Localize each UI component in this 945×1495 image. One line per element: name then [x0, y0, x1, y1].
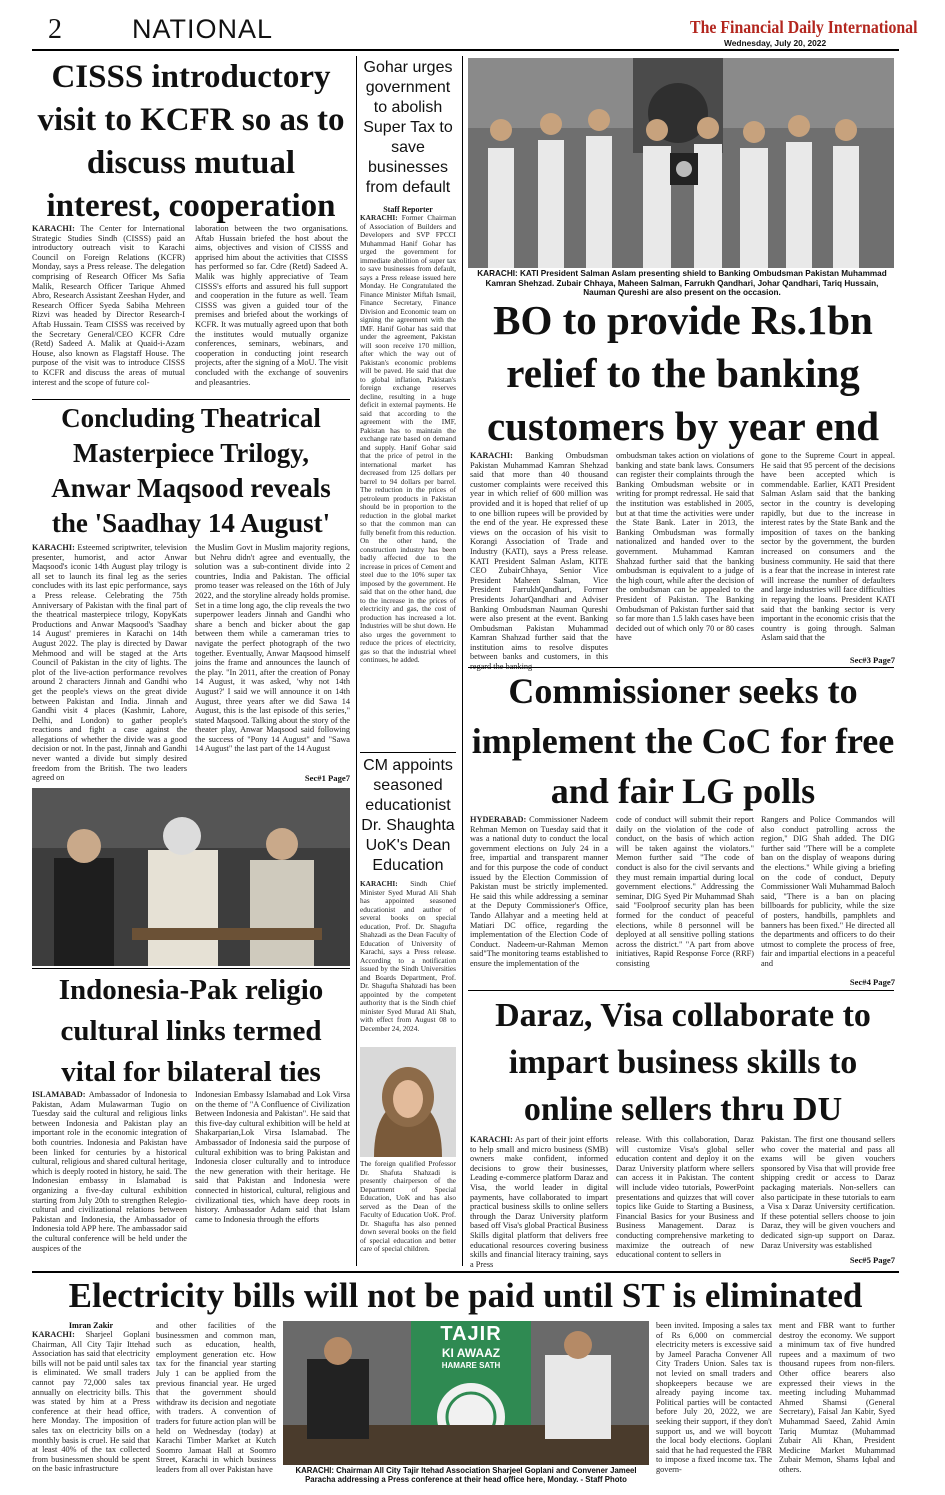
cm-headline: CM appoints seasoned educationist Dr. Shaughta UoK's Dean Education — [361, 757, 455, 874]
commissioner-headline: Commissioner seeks to implement the CoC for free and fair LG polls — [471, 671, 895, 811]
cm-caption: The foreign qualified Professor Dr. Shafuta Shahzadi is presently chairperson of the Department of Special Education, UoK and has also served as the Dean of the Faculty of Education UoK. Prof. Dr. Shagufta has also penned down several books on the field of special education and better care of special children. — [360, 1159, 456, 1253]
electricity-col-2 — [156, 1321, 276, 1488]
cisss-text-2: laboration between the two organisations. Aftab Hussain briefed the host about the aims, objectives and vision of CISSS and apprised him about the activities that CISSS has performed so far. Cdre (Retd) Sadeed A. Malik was highly appreciative of Team CISSS's efforts and assured his full support and cooperation in the future as well. Team CISSS was given a guided tour of the premises and briefed about the workings of KCFR. It was mutually agreed upon that both the institutes would mutually organize conferences, seminars, webinars, and cooperation in conducting joint research projects, after the signing of a MoU. The visit concluded with the exchange of souvenirs and pleasantries. — [195, 224, 348, 387]
section-title: NATIONAL — [132, 14, 274, 44]
daraz-headline: Daraz, Visa collaborate to impart business skills to online sellers thru DU — [495, 997, 871, 1128]
daraz-col-2 — [616, 1135, 754, 1266]
rule-cisss — [32, 399, 350, 400]
page-number: 2 — [48, 14, 62, 45]
electricity-text-2: and other facilities of the businessmen and common man, such as education, health, employment generation etc. How tax for the financial year starting July 1 can be applied from the previous financial year. He urged that the government should withdraw its decision and negotiate with traders. A convention of traders for future action plan will be held on Wednesday (today) at Karachi Timber Market at Kutch Soomro Jamaat Hall at Soomro Street, Karachi in which business leaders from all over Pakistan have — [156, 1321, 276, 1474]
bo-dateline: KARACHI: — [470, 451, 513, 460]
daraz-text-2: release. With this collaboration, Daraz will customize Visa's global seller education content and deploy it on the Daraz University platform where sellers can access it in Pakistan. The content will include video tutorials, PowerPoint presentations and quizzes that will cover topics like Guide to Starting a Business, Financial Basics for your Business and Business Management. Daraz is conducting comprehensive marketing to maximize the outreach of new educational content to sellers in — [616, 1135, 754, 1260]
gohar-byline: Staff Reporter — [383, 205, 433, 214]
theatre-text-1: Esteemed scriptwriter, television presenter, humorist, and actor Anwar Maqsood's iconic 14th August play trilogy is all set to launch its final leg as the series concludes with its last epic performance, says a Press release. Celebrating the 75th Anniversary of Pakistan with the final part of the theatrical masterpiece trilogy, KopyKats Productions and Anwar Maqsood's 'Saadhay 14 August' premieres in Karachi on 14th August 2022. The play is directed by Dawar Mehmood and will be staged at the Arts Council of Pakistan in the city of lights. The plot of the live-action performance revolves around 2 characters Jinnah and Gandhi who get the people's views on the great divide between Pakistan and India. Jinnah and Gandhi visit 4 places (Kashmir, Lahore, Delhi, and London) to gather people's reactions and fight a case against the allegations of whether the divide was a good decision or not. In the past, Jinnah and Gandhi never wanted a divide but simply desired freedom from the British. The two leaders agreed on — [32, 543, 187, 783]
daraz-text-3: Pakistan. The first one thousand sellers who cover the material and pass all exams will be given vouchers sponsored by Visa that will provide free shipping credit or access to Daraz packaging materials. Non-sellers can also participate in these tutorials to earn a Visa x Daraz University certification. If these potential sellers choose to join Daraz, they will be given vouchers and dedicated sign-up support on Daraz. Daraz University was established — [761, 1135, 895, 1250]
cisss-dateline: KARACHI: — [32, 224, 75, 233]
bo-text-2: ombudsman takes action on violations of banking and state bank laws. Consumers can register their complaints through the Banking Ombudsman website or in writing for prompt redressal. He said that the institution was established in 2005, but at that time the activities were under the State Bank. Later in 2013, the Banking Ombudsman was formally nationalized and handed over to the government. Muhammad Kamran Shahzad further said that the banking ombudsman is equivalent to a judge of the high court, while after the decision of the ombudsman can be appealed to the President of Pakistan. The Banking Ombudsman of Pakistan further said that so far more than 1.5 lakh cases have been decided out of which only 70 or 80 cases have — [616, 451, 754, 643]
electricity-banner-line-2: KI AWAAZ — [441, 1346, 501, 1360]
bo-text-1: Banking Ombudsman Pakistan Muhammad Kamran Shehzad said that more than 40 thousand customer complaints were received this year in which relief of 600 million was provided and it is hoped that relief of up to one billion rupees will be provided by the end of the year. He expressed these views on the occasion of his visit to Korangi Association of Trade and Industry (KATI), says a Press release. KATI President Salman Aslam, KITE CEO ZubairChhaya, Senior Vice President Maheen Salman, Vice President FarrukhQandhari, Former Presidents JoharQandhari and Adviser Banking Ombudsman Nauman Qureshi were also present at the event. Banking Ombudsman Pakistan Muhammad Kamran Shahzad further said that the institution aims to resolve disputes between banks and customers, in this — [470, 451, 609, 662]
electricity-banner-line-1: TAJIR — [440, 1323, 502, 1345]
electricity-headline: Electricity bills will not be paid until ST is eliminated — [68, 1276, 863, 1315]
kati-caption: KARACHI: KATI President Salman Aslam presenting shield to Banking Ombudsman Pakistan Muhammad Kamran Shehzad. Zubair Chhaya, Maheen Salman, Farrukh Qandhari, Johar Qandhari, Tariq Hussain, Nauman Qureshi are also present on the occasion. — [477, 269, 887, 298]
electricity-byline: Imran Zakir — [68, 1321, 114, 1330]
gohar-col — [360, 214, 456, 748]
cm-photo — [360, 1047, 456, 1157]
electricity-banner-line-3: HAMARE SATH — [441, 1361, 501, 1370]
commissioner-text-3: Rangers and Police Commandos will also conduct patrolling across the region," DIG Shah added. The DIG further said "There will be a complete ban on the display of weapons during the elections." While giving a briefing on the code of conduct, Deputy Commissioner Wali Muhammad Baloch said, "There is a ban on placing billboards for publicity, while the size of posters, handbills, pamphlets and banners has been fixed." He directed all the departments and officers to do their utmost to complete the process of free, fair and impartial elections in a peaceful and — [761, 815, 895, 968]
indonesia-col-2 — [195, 1090, 350, 1266]
daraz-text-1: As part of their joint efforts to help small and micro business (SMB) owners make confident, informed decisions to grow their businesses, Leading e-commerce platform Daraz and Visa, the world leader in digital payments, have collaborated to impart practical business skills to online sellers through the Daraz University platform based off Visa's global Practical Business Skills digital platform that delivers free educational resources covering business skills and financial literacy training, says a Press — [470, 1135, 608, 1269]
rule-v-right — [462, 56, 463, 1266]
electricity-text-3: been invited. Imposing a sales tax of Rs 6,000 on commercial electricity meters is excessive said by Jameel Paracha Convener All City Traders Union. Sales tax is not levied on small traders and shopkeepers because we are already paying income tax. Political parties will be contacted before July 20, 2022, we are seeking their support, if they don't support us, and we will boycott the local body elections. Goplani said that he had requested the FBR to impose a fixed income tax. The govern- — [656, 1321, 772, 1474]
commissioner-text-2: code of conduct will submit their report daily on the violation of the code of conduct, on the basis of which action will be taken against the violators." Memon further said "The code of conduct is also for the civil servants and they must remain impartial during local government elections." Addressing the seminar, DIG Syed Pir Muhammad Shah said "Foolproof security plan has been formed for the conduct of peaceful elections, while 8 personnel will be deployed at all sensitive polling stations across the district." "A part from above initiatives, Rapid Response Force (RRF) consisting — [616, 815, 754, 968]
bo-continuation: Sec#3 Page7 — [849, 655, 895, 665]
electricity-col-1 — [32, 1330, 150, 1488]
theatre-text-2: the Muslim Govt in Muslim majority regions, but Nehru didn't agree and eventually, the solution was a sub-continent divide into 2 countries, India and Pakistan. The official promo teaser was released on the 16th of July 2022, and the storyline already holds promise. Set in a time long ago, the clip reveals the two superpower leaders Jinnah and Gandhi who share a bench and bicker about the gap between them while a cameraman tries to navigate the perfect photograph of the two together. Eventually, Anwar Maqsood himself joins the frame and announces the launch of the play. "In 2011, after the creation of Ponay 14 August, it was asked, 'why not 14th August?' I said we will announce it on 14th August, three years after we did Sawa 14 August, this is the last episode of this series," stated Maqsood. Talking about the story of the theater play, Anwar Maqsood said following the success of "Pony 14 August" and "Sawa 14 August" the last part of the 14 August — [195, 543, 350, 754]
commissioner-col-3 — [761, 815, 895, 977]
rule-v-left — [356, 56, 357, 1266]
electricity-photo — [283, 1321, 649, 1465]
electricity-col-3 — [656, 1321, 772, 1488]
cm-text: Sindh Chief Minister Syed Murad Ali Shah has appointed seasoned educationist and author of several books on special education, Prof. Dr. Shagufta Shahzadi as the Dean Faculty of Education of University of Karachi, says a Press release. According to a notification issued by the Sindh Universities and Boards Department, Prof. Dr. Shagufta Shahzadi has been appointed by the competent authority that is the Sindh chief minister Syed Murad Ali Shah, with effect from August 08 to December 24, 2024. — [360, 879, 456, 1033]
gohar-text: Former Chairman of Association of Builders and Developers and SVP FPCCI Muhammad Hanif Gohar has urged the government for immediate abolition of super tax to save businesses from default, says a Press release issued here Monday. He Congratulated the Finance Minister Miftah Ismail, Finance Secretary, Finance Division and Economic team on signing the agreement with the IMF. Hanif Gohar has said that under the agreement, Pakistan will soon receive 170 million, after which the way out of Pakistan's economic problems will be paved. He said that due to global inflation, Pakistan's foreign exchange reserves decline, resulting in a huge deficit in external payments. He said that according to the agreement with the IMF, Pakistan has to maintain the exchange rate based on demand and supply. Hanif Gohar said that the price of petrol in the international market has decreased from 125 dollars per barrel to 94 dollars per barrel. The reduction in the prices of petroleum products in Pakistan should be in proportion to the reduction in the global market so that the common man can fully benefit from this reduction. On the other hand, the construction industry has been badly affected due to the increase in prices of Cement and steel due to the 10% super tax imposed by the government. He said that on the other hand, due to the increase in the prices of electricity and gas, the cost of production has increased a lot. Industries will be shut down. He also urges the government to reduce the prices of electricity, gas so that the industrial wheel continues, he added. — [360, 213, 456, 664]
bo-col-3 — [761, 451, 895, 655]
gohar-dateline: KARACHI: — [360, 213, 398, 222]
issue-date: Wednesday, July 20, 2022 — [724, 38, 827, 48]
indonesia-dateline: ISLAMABAD: — [32, 1090, 86, 1099]
rule-gohar — [360, 752, 456, 753]
bo-col-2 — [616, 451, 754, 664]
paper-name: The Financial Daily International — [690, 17, 918, 37]
theatre-continuation: Sec#1 Page7 — [304, 773, 350, 783]
electricity-caption: KARACHI: Chairman All City Tajir Itehad Association Sharjeel Goplani and Convener Jameel Paracha addressing a Press conference at their head office here, Monday. - Staff Photo — [295, 1466, 637, 1485]
cisss-text-1: The Center for International Strategic Studies Sindh (CISSS) paid an introductory outreach visit to Karachi Council on Foreign Relations (KCFR) Monday, says a Press release. The delegation comprising of Research Officer Ms Safia Malik, Research Officer Tarique Ahmed Abro, Research Assistant Zeeshan Hyder, and Research Officer Syeda Sabiha Mehreen Rizvi was headed by Director Research-I Aftab Hussain. Team CISSS was received by the Secretary General/CEO KCFR Cdre (Retd) Sadeed A. Malik at Quaid-i-Azam House, also known as Flagstaff House. The purpose of the visit was to introduce CISSS to KCFR and discuss the areas of mutual interest and the scope of future col- — [32, 224, 185, 387]
cm-dateline: KARACHI: — [360, 879, 398, 888]
cm-photo-image — [360, 1047, 456, 1157]
indonesia-text-2: Indonesian Embassy Islamabad and Lok Virsa on the theme of "A Confluence of Civilization Between Indonesia and Pakistan". He said that this five-day cultural exhibition will be held at Shakarparian,Lok Virsa Islamabad. The Ambassador of Indonesia said the purpose of cultural exhibition was to bring Pakistan and Indonesia closer culturally and to introduce the new generation with their heritage. He said that Pakistan and Indonesia were connected in historical, cultural, religious and civilizational ties, which have deep roots in history. Ambassador Adam said that Islam came to Indonesia through the efforts — [195, 1090, 350, 1224]
indonesia-col-1 — [32, 1090, 187, 1266]
commissioner-continuation: Sec#4 Page7 — [849, 977, 895, 987]
daraz-col-1 — [470, 1135, 608, 1269]
electricity-col-4 — [779, 1321, 895, 1488]
commissioner-dateline: HYDERABAD: — [470, 815, 527, 824]
cisss-col-1 — [32, 224, 185, 396]
daraz-dateline: KARACHI: — [470, 1135, 513, 1144]
indonesia-headline: Indonesia-Pak religio cultural links termed vital for bilateral ties — [58, 974, 324, 1088]
commissioner-col-1 — [470, 815, 608, 987]
theatre-dateline: KARACHI: — [32, 543, 75, 552]
cisss-col-2 — [195, 224, 348, 396]
theatre-photo-image — [32, 788, 350, 966]
rule-theatre — [32, 968, 350, 969]
daraz-continuation: Sec#5 Page7 — [849, 1255, 895, 1265]
theatre-col-2 — [195, 543, 350, 773]
rule-commissioner — [468, 990, 894, 991]
commissioner-text-1: Commissioner Nadeem Rehman Memon on Tuesday said that it was a national duty to conduct the local government elections on July 24 in a free, impartial and transparent manner and for this purpose the code of conduct issued by the Election Commission of Pakistan must be strictly implemented. He said this while addressing a seminar at the Deputy Commissioner's Office, Tando Allahyar and a meeting held at Matiari DC office, regarding the implementation of the Election Code of Conduct. Nadeem-ur-Rahman Memon said"The monitoring teams established to ensure the implementation of the — [470, 815, 608, 968]
bo-headline: BO to provide Rs.1bn relief to the banking customers by year end — [486, 297, 880, 449]
kati-photo — [468, 58, 894, 268]
cisss-headline: CISSS introductory visit to KCFR so as to discuss mutual interest, cooperation — [37, 59, 345, 224]
kati-photo-image — [468, 58, 894, 268]
commissioner-col-2 — [616, 815, 754, 987]
theatre-col-1 — [32, 543, 187, 783]
electricity-text-4: ment and FBR want to further destroy the economy. We support a minimum tax of five hundred rupees and a maximum of two thousand rupees from non-filers. Other office bearers also expressed their views in the meeting including Muhammad Ahmed Shamsi (General Secretary), Faisal Jan Kabir, Syed Muhammad Saeed, Zahid Amin Tariq Mumtaz (Muhammad Zubair Ali Khan, President Medicine Market Muhammad Zubair Memon, Shams Iqbal and others. — [779, 1321, 895, 1474]
cm-col — [360, 880, 456, 1042]
theatre-headline: Concluding Theatrical Masterpiece Trilogy, Anwar Maqsood reveals the 'Saadhay 14 August' — [51, 403, 331, 538]
daraz-col-3 — [761, 1135, 895, 1255]
bo-text-3: gone to the Supreme Court in appeal. He said that 95 percent of the decisions have been accepted which is commendable. Earlier, KATI President Salman Aslam said that the banking sector in the country is developing rapidly, but due to the increase in interest rates by the State Bank and the imposition of taxes on the banking sector by the government, the burden increased on consumers and the business community. He said that there is a fear that the increase in interest rate will increase the number of defaulters and large industries will face difficulties in repaying the loans. President KATI said that the banking sector is very important in the economic crisis that the country is going through. Salman Aslam said that the — [761, 451, 895, 643]
theatre-photo — [32, 788, 350, 966]
electricity-dateline: KARACHI: — [32, 1330, 75, 1339]
bo-col-1 — [470, 451, 608, 664]
electricity-text-1: Sharjeel Goplani Chairman, All City Tajir Ittehad Association has said that electricity bills will not be paid until sales tax is eliminated. We small traders cannot pay 72,000 sales tax annually on electricity bills. This was stated by him at a Press conference at their head office, here Monday. The imposition of sales tax on electricity bills on a monthly basis is cruel. He said that at least 40% of the tax collected from businessmen should be spent on the basic infrastructure — [32, 1330, 150, 1474]
gohar-headline: Gohar urges government to abolish Super Tax to save businesses from default — [363, 59, 453, 196]
masthead-rule — [32, 49, 899, 51]
indonesia-text-1: Ambassador of Indonesia to Pakistan, Adam Mulawarman Tugio on Tuesday said the cultural and religious links between Indonesia and Pakistan play an important role in the economic integration of both countries. Indonesia and Pakistan have been linked for centuries by a historical cultural, religious and shared cultural heritage, which is deeply rooted in history, he said. The Indonesian embassy in Islamabad is organizing a five-day cultural exhibition starting from July 20th to strengthen Relegio-cultural and civilizational relations between Pakistan and Indonesia, the Ambassador of Indonesia told APP here. The ambassador said the cultural conference will be held under the auspices of the — [32, 1090, 187, 1253]
